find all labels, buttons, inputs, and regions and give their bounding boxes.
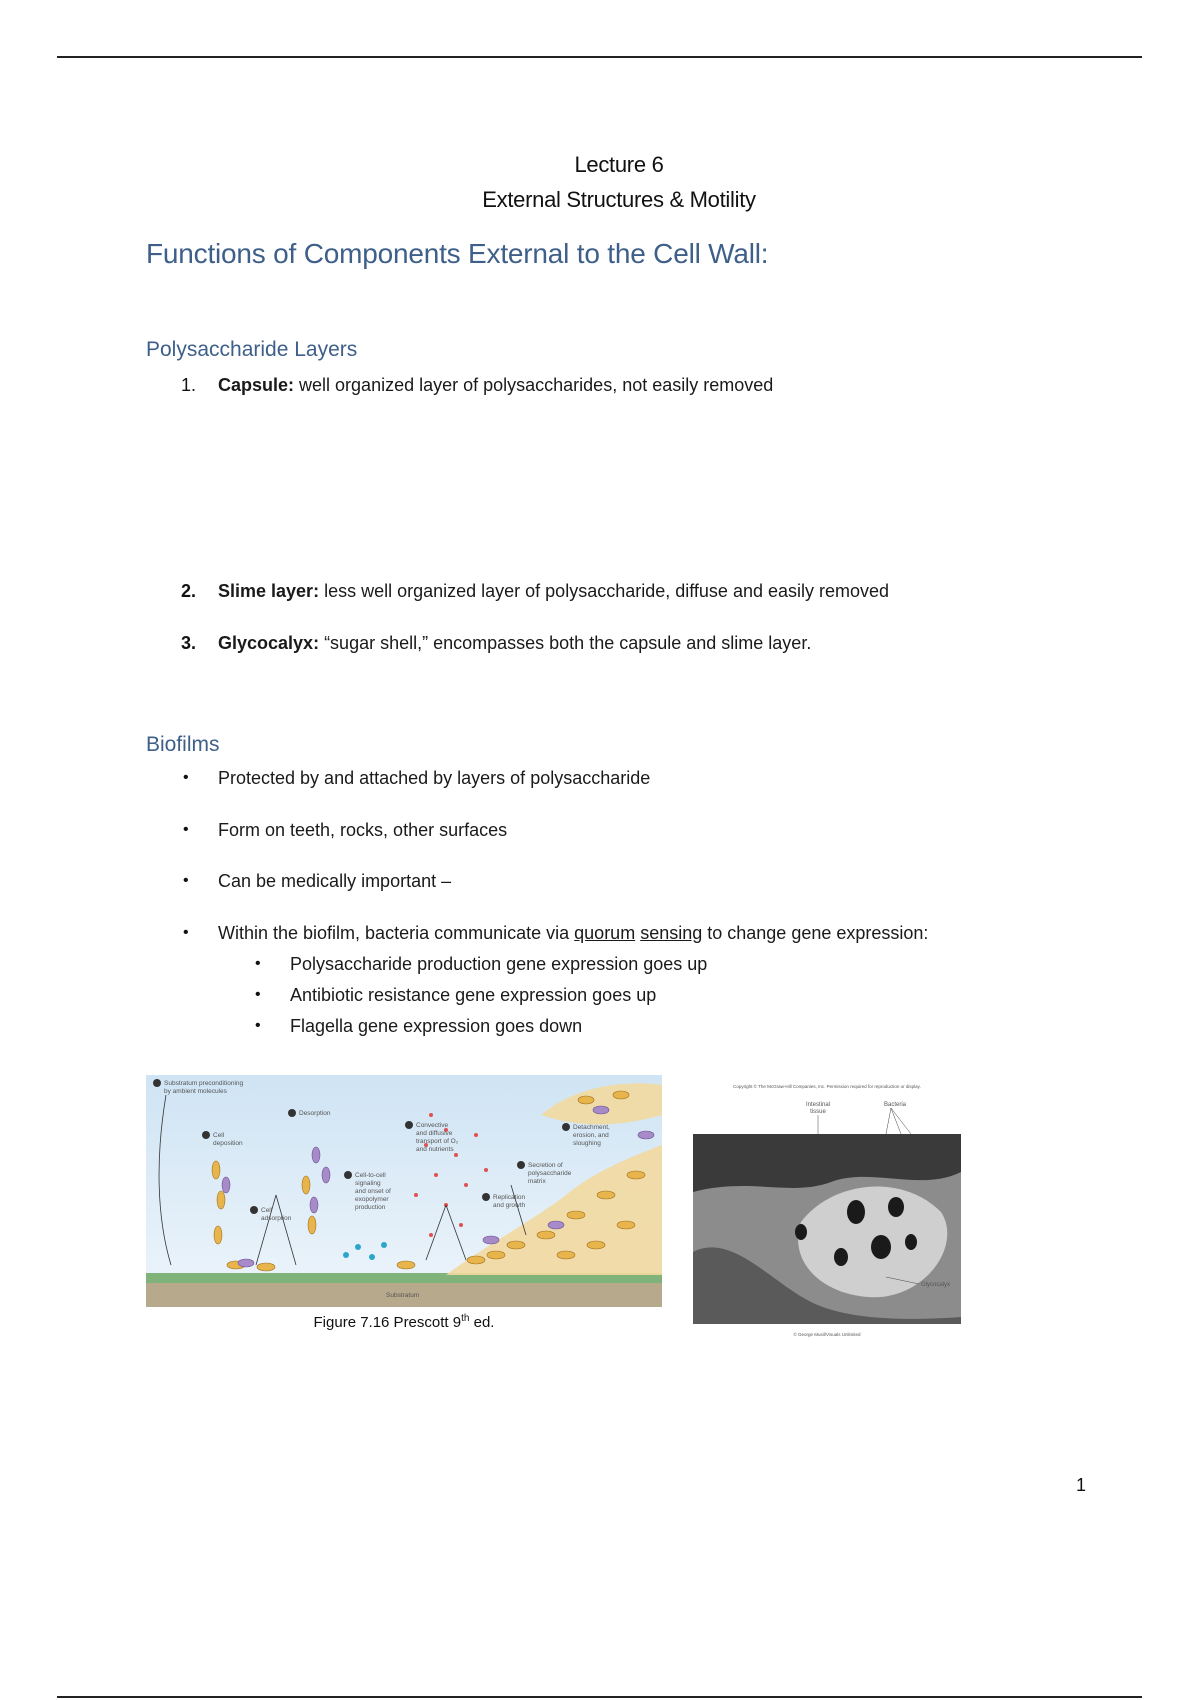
label-cell-adsorption: Cell: [261, 1207, 273, 1214]
lecture-title: [0, 147, 1200, 217]
label-glycocalyx: Glycocalyx: [921, 1282, 951, 1288]
sub-bullet-2: Antibiotic resistance gene expression goes up: [290, 985, 657, 1005]
copyright-notice: Copyright © The McGraw-Hill Companies, Inc. Permission required for reproduction or display.: [733, 1084, 921, 1089]
label-intestinal-2: tissue: [810, 1109, 826, 1115]
label-detachment-2: erosion, and: [573, 1132, 609, 1139]
label-signaling-4: exopolymer: [355, 1196, 389, 1203]
bullet-4-marker: •: [183, 924, 189, 941]
label-transport: Convective: [416, 1122, 449, 1129]
label-signaling-3: and onset of: [355, 1188, 391, 1195]
bottom-rule: [57, 1696, 1142, 1698]
biofilm-bullet-quorum: [218, 923, 928, 944]
capsule-text: well organized layer of polysaccharides, not easily removed: [294, 375, 774, 395]
page-number: 1: [1076, 1475, 1087, 1495]
quorum-pre: Within the biofilm, bacteria communicate via: [218, 923, 575, 943]
quorum-word: quorum: [574, 923, 636, 943]
slime-term: Slime layer:: [218, 581, 320, 601]
label-secretion: Secretion of: [528, 1162, 563, 1169]
title-line-1: Lecture 6: [574, 152, 664, 177]
title-line-2: External Structures & Motility: [482, 187, 756, 212]
biofilm-bullet-3: Can be medically important –: [218, 871, 452, 891]
slime-text: less well organized layer of polysaccharide, diffuse and easily removed: [319, 581, 890, 601]
bullet-3-marker: •: [183, 872, 189, 889]
sub-bullet-3-marker: •: [255, 1017, 261, 1034]
label-bacteria: Bacteria: [884, 1102, 907, 1108]
item-1-number: 1.: [181, 375, 197, 395]
label-cell-adsorption-2: adsorption: [261, 1215, 292, 1222]
label-detachment-3: sloughing: [573, 1140, 601, 1147]
label-intestinal: Intestinal: [805, 1102, 831, 1108]
label-signaling-5: production: [355, 1204, 386, 1211]
glycocalyx-text: “sugar shell,” encompasses both the capsule and slime layer.: [319, 633, 812, 653]
label-signaling-2: signaling: [355, 1180, 381, 1187]
bullet-1-marker: •: [183, 769, 189, 786]
item-3-number: 3.: [181, 633, 197, 653]
glycocalyx-term: Glycocalyx:: [218, 633, 320, 653]
item-capsule: [218, 375, 773, 396]
label-substratum: Substratum: [386, 1292, 420, 1299]
micrograph-credit: © George Musil/Visuals Unlimited: [793, 1332, 861, 1337]
biofilm-bullet-1: Protected by and attached by layers of polysaccharide: [218, 768, 651, 788]
label-detachment: Detachment,: [573, 1124, 610, 1131]
label-desorption: Desorption: [299, 1110, 331, 1117]
caption-end: ed.: [469, 1314, 495, 1331]
polysaccharide-heading: Polysaccharide Layers: [146, 338, 358, 361]
capsule-term: Capsule:: [218, 375, 295, 395]
biofilm-bullet-2: Form on teeth, rocks, other surfaces: [218, 820, 508, 840]
sub-bullet-3: Flagella gene expression goes down: [290, 1016, 583, 1036]
label-transport-3: transport of O₂: [416, 1138, 459, 1145]
sensing-word: sensing: [640, 923, 703, 943]
biofilm-formation-diagram: [146, 1075, 662, 1307]
label-cell-deposition: Cell: [213, 1132, 225, 1139]
item-glycocalyx: [218, 633, 811, 654]
biofilms-heading: Biofilms: [146, 733, 220, 756]
label-replication: Replication: [493, 1194, 526, 1201]
label-preconditioning-2: by ambient molecules: [164, 1088, 227, 1095]
figure-caption: [146, 1313, 662, 1331]
label-replication-2: and growth: [493, 1202, 526, 1209]
main-heading: Functions of Components External to the Cell Wall:: [146, 238, 769, 269]
label-preconditioning: Substratum preconditioning: [164, 1080, 244, 1087]
label-transport-4: and nutrients: [416, 1146, 454, 1153]
caption-sup: th: [461, 1313, 470, 1324]
label-secretion-3: matrix: [528, 1178, 546, 1185]
label-signaling: Cell-to-cell: [355, 1172, 386, 1179]
sub-bullet-1: Polysaccharide production gene expression goes up: [290, 954, 708, 974]
top-rule: [57, 56, 1142, 58]
item-slime-layer: [218, 581, 889, 602]
label-transport-2: and diffusive: [416, 1130, 453, 1137]
item-2-number: 2.: [181, 581, 197, 601]
sub-bullet-2-marker: •: [255, 986, 261, 1003]
caption-main: Figure 7.16 Prescott 9: [313, 1314, 462, 1331]
label-secretion-2: polysaccharide: [528, 1170, 572, 1177]
label-cell-deposition-2: deposition: [213, 1140, 243, 1147]
quorum-post: to change gene expression:: [702, 923, 929, 943]
sub-bullet-1-marker: •: [255, 955, 261, 972]
glycocalyx-micrograph: [691, 1082, 963, 1340]
bullet-2-marker: •: [183, 821, 189, 838]
